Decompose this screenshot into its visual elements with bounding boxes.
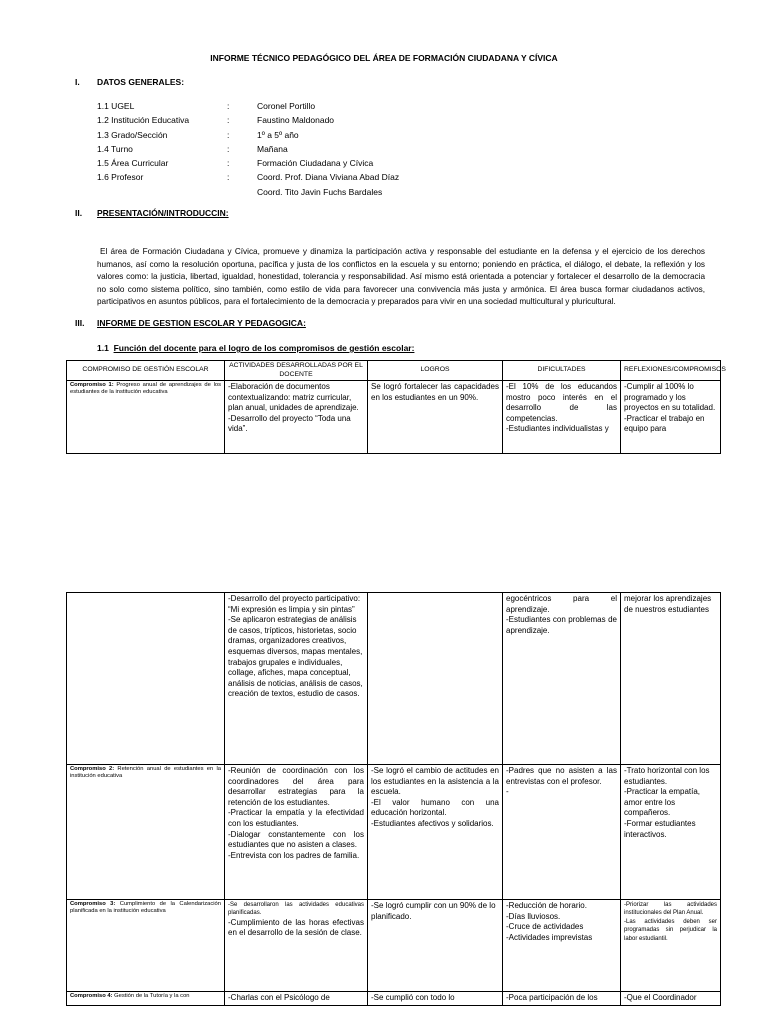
header-compromiso: COMPROMISO DE GESTIÓN ESCOLAR (67, 361, 225, 381)
compromiso-text: Progreso anual de aprendizajes de los estudiantes de la institución educativa (70, 382, 222, 395)
cell-reflexiones (621, 992, 721, 1006)
cell-line: -Actividades imprevistas (506, 932, 593, 942)
section-1-number: I. (75, 77, 80, 87)
cell-line: -Estudiantes individualistas y (506, 424, 609, 434)
table-header-row (67, 361, 721, 381)
compromiso-label: Compromiso 1: (70, 382, 114, 388)
datos-row (97, 99, 399, 113)
compromisos-table-part-2 (66, 592, 721, 1006)
cell-line: -Practicar la empatía, amor entre los compañeros. (624, 787, 701, 818)
cell-reflexiones (621, 900, 721, 992)
cell-line: mejorar los aprendizajes de nuestros estudiantes (624, 594, 712, 614)
section-1-heading (75, 77, 184, 87)
datos-row (97, 185, 399, 199)
cell-line: -Charlas con el Psicólogo de (228, 993, 330, 1002)
compromiso-text: Gestión de la Tutoría y la con (112, 993, 190, 999)
compromisos-table-part-1 (66, 360, 726, 454)
cell-reflexiones (621, 765, 721, 900)
compromiso-label: Compromiso 3: (70, 901, 116, 907)
datos-row (97, 156, 399, 170)
cell-line: -El 10% de los educandos mostro poco interés en el desarrollo de las competencias. (506, 382, 617, 423)
datos-row (97, 170, 399, 184)
table-row (67, 593, 721, 765)
table-row (67, 900, 721, 992)
cell-dificultades (503, 593, 621, 765)
section-3-number: III. (75, 318, 85, 328)
cell-compromiso (67, 765, 225, 900)
datos-sep: : (227, 172, 230, 183)
cell-logros (368, 765, 503, 900)
datos-key: 1.2 Institución Educativa (97, 115, 190, 126)
datos-value: 1º a 5º año (257, 129, 299, 140)
cell-line: -Reunión de coordinación con los coordinadores del área para desarrollar estrategias para la retención de los estudiantes. (228, 766, 364, 807)
cell-compromiso (67, 381, 225, 454)
datos-key: 1.3 Grado/Sección (97, 129, 168, 140)
cell-line: - (506, 787, 509, 797)
cell-line: -Desarrollo del proyecto participativo: “Mi expresión es limpia y sin pintas” (228, 594, 361, 614)
cell-line: -Dialogar constantemente con los estudiantes que no asisten a clases. (228, 829, 364, 850)
datos-generales-list (97, 99, 399, 199)
cell-line: -Días lluviosos. (506, 911, 561, 921)
cell-line: -Estudiantes afectivos y solidarios. (371, 818, 494, 828)
cell-logros (368, 900, 503, 992)
datos-value: Formación Ciudadana y Cívica (257, 158, 374, 169)
cell-line: -Practicar el trabajo en equipo para (624, 413, 705, 434)
datos-value: Mañana (257, 143, 288, 154)
cell-compromiso (67, 992, 225, 1006)
cell-logros (368, 593, 503, 765)
header-actividades: ACTIVIDADES DESARROLLADAS POR EL DOCENTE (225, 361, 368, 381)
cell-line: -Desarrollo del proyecto “Toda una vida”. (228, 413, 351, 434)
datos-value: Coronel Portillo (257, 101, 316, 111)
cell-reflexiones (621, 593, 721, 765)
datos-key: 1.6 Profesor (97, 172, 144, 183)
cell-line: -Formar estudiantes interactivos. (624, 818, 696, 839)
cell-reflexiones (621, 381, 721, 454)
section-2-number: II. (75, 208, 83, 218)
cell-line: -Se aplicaron estrategias de análisis de casos, trípticos, historietas, socio dramas, organizadores creativos, esquemas diversos, mapas mentales, trabajos grupales e individuales, collage, afiches, mapa conceptual, análisis de noticias, análisis de casos, creación de textos, estudio de casos. (228, 615, 363, 699)
cell-line: -El valor humano con una educación horizontal. (371, 797, 499, 818)
cell-line: -Cumplir al 100% lo programado y los proyectos en su totalidad. (624, 382, 716, 413)
header-reflexiones: REFLEXIONES/COMPROMISOS (621, 361, 721, 381)
datos-value: Faustino Maldonado (257, 115, 335, 126)
datos-key (97, 185, 227, 199)
section-2-title: PRESENTACIÓN/INTRODUCCIN: (97, 208, 229, 218)
cell-line: -Estudiantes con problemas de aprendizaje. (506, 615, 617, 635)
cell-dificultades (503, 381, 621, 454)
datos-sep: : (227, 158, 230, 169)
datos-sep: : (227, 129, 230, 140)
table-row (67, 765, 721, 900)
presentacion-paragraph (97, 246, 705, 309)
datos-row (97, 128, 399, 142)
datos-sep: : (227, 115, 230, 126)
cell-compromiso (67, 900, 225, 992)
compromiso-label: Compromiso 4: (70, 993, 113, 999)
cell-line: -Se desarrollaron las actividades educativas planificadas. (228, 902, 364, 917)
datos-value: Coord. Tito Javin Fuchs Bardales (257, 186, 383, 197)
report-title: INFORME TÉCNICO PEDAGÓGICO DEL ÁREA DE FORMACIÓN CIUDADANA Y CÍVICA (210, 53, 558, 63)
compromiso-label: Compromiso 2: (70, 766, 115, 772)
cell-actividades (225, 381, 368, 454)
section-1-title: DATOS GENERALES: (97, 77, 185, 87)
section-2-heading (75, 208, 229, 218)
datos-value: Coord. Prof. Diana Viviana Abad Díaz (257, 172, 400, 183)
cell-line: -Trato horizontal con los estudiantes. (624, 766, 710, 786)
datos-sep (227, 185, 257, 199)
cell-line: -Se logró el cambio de actitudes en los estudiantes en la asistencia a la escuela. (371, 766, 499, 797)
cell-line: -Se logró cumplir con un 90% de lo planificado. (371, 901, 496, 921)
section-3-heading (75, 318, 306, 328)
table-row (67, 992, 721, 1006)
datos-sep: : (227, 143, 230, 154)
cell-line: -Priorizar las actividades institucionales del Plan Anual. (624, 902, 717, 917)
subsection-number: 1.1 (97, 343, 109, 353)
cell-line: -Cumplimiento de las horas efectivas en el desarrollo de la sesión de clase. (228, 917, 364, 938)
cell-line: -Poca participación de los (506, 993, 598, 1002)
cell-compromiso (67, 593, 225, 765)
datos-sep: : (227, 101, 230, 111)
compromiso-text: Cumplimiento de la Calendarización planificada en la institución educativa (70, 901, 221, 914)
presentacion-text: El área de Formación Ciudadana y Cívica, promueve y dinamiza la participación activa y responsable del estudiante en la defensa y el ejercicio de los derechos humanos, así como la resolución oportuna, pacífica y justa de los conflictos en la escuela y su entorno; poniendo en práctica, el diálogo, el debate, la reflexión y los valores como: la justicia, libertad, igualdad, honestidad, tolerancia y responsabilidad. Así mismo está orientada a potenciar y fortalecer el desarrollo de la democracia no solo como sistema político, sino también, como estilo de vida para favorecer una convivencia más justa y armónica. El área busca formar ciudadanos activos, participativos en asuntos públicos, para el fortalecimiento de la democracia y preparados para vivir en una sociedad multicultural y pluricultural. (97, 247, 705, 307)
cell-actividades (225, 765, 368, 900)
cell-line: Se logró fortalecer las capacidades en los estudiantes en un 90%. (371, 382, 499, 402)
datos-row (97, 113, 399, 127)
subsection-1-1 (97, 343, 414, 353)
cell-line: -Que el Coordinador (624, 993, 697, 1002)
cell-logros (368, 992, 503, 1006)
header-dificultades: DIFICULTADES (503, 361, 621, 381)
compromiso-text: Retención anual de estudiantes en la institución educativa (70, 766, 221, 779)
cell-line: -Las actividades deben ser programadas sin perjudicar la labor estudiantil. (624, 918, 717, 942)
cell-line: -Cruce de actividades (506, 922, 584, 932)
cell-actividades (225, 593, 368, 765)
cell-line: -Reducción de horario. (506, 901, 587, 910)
cell-line: -Practicar la empatía y la efectividad con los estudiantes. (228, 808, 364, 828)
datos-key: 1.4 Turno (97, 143, 133, 154)
cell-actividades (225, 900, 368, 992)
table-row (67, 381, 721, 454)
cell-line: -Entrevista con los padres de familia. (228, 850, 360, 860)
datos-row (97, 142, 399, 156)
cell-line: -Elaboración de documentos contextualizando: matriz curricular, plan anual, unidades de aprendizaje. (228, 382, 359, 413)
subsection-title: Función del docente para el logro de los compromisos de gestión escolar: (113, 343, 415, 353)
cell-dificultades (503, 900, 621, 992)
datos-key: 1.1 UGEL (97, 101, 135, 111)
cell-line: -Se cumplió con todo lo (371, 993, 455, 1002)
cell-dificultades (503, 765, 621, 900)
datos-key: 1.5 Área Curricular (97, 158, 169, 169)
cell-line: -Padres que no asisten a las entrevistas con el profesor. (506, 766, 617, 786)
cell-actividades (225, 992, 368, 1006)
header-logros: LOGROS (368, 361, 503, 381)
section-3-title: INFORME DE GESTION ESCOLAR Y PEDAGOGICA: (97, 318, 306, 328)
cell-logros (368, 381, 503, 454)
cell-line: egocéntricos para el aprendizaje. (506, 594, 617, 614)
cell-dificultades (503, 992, 621, 1006)
